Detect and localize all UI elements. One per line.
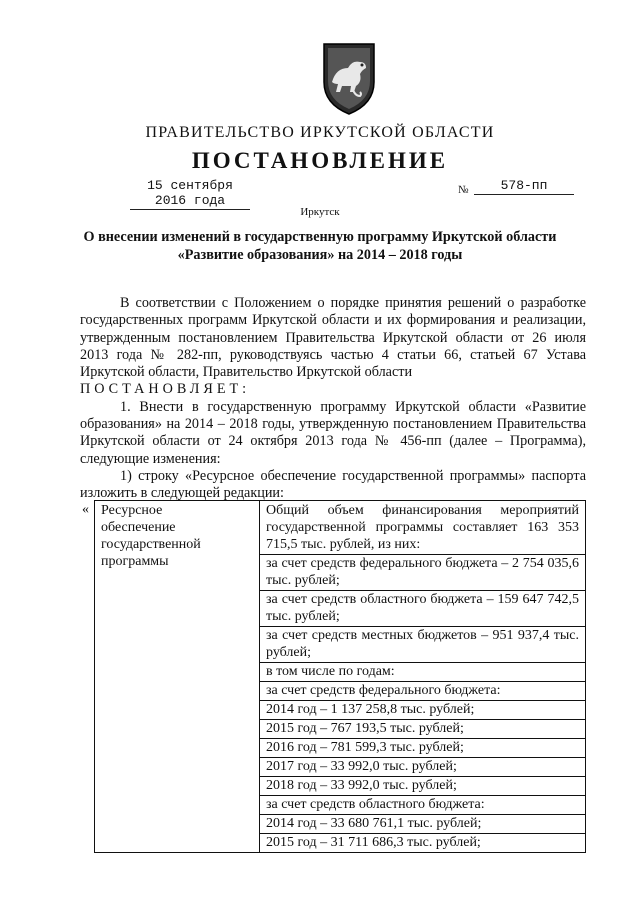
document-date: 15 сентября 2016 года: [130, 178, 250, 210]
funding-row: за счет средств федерального бюджета:: [260, 682, 585, 701]
government-name: ПРАВИТЕЛЬСТВО ИРКУТСКОЙ ОБЛАСТИ: [145, 124, 495, 141]
resolves-heading: ПОСТАНОВЛЯЕТ:: [80, 381, 251, 398]
city-name: Иркутск: [300, 206, 340, 218]
funding-row: 2014 год – 1 137 258,8 тыс. рублей;: [260, 701, 585, 720]
paragraph-preamble: В соответствии с Положением о порядке принятия решений о разработке государственных программ Иркутской области и их формирования и реализации, утвержденным постановлением Правительства Иркутской области от 26 июля 2013 года № 282-пп, руководствуясь частью 4 статьи 66, статьей 67 Устава Иркутской области, Правительство Иркутской области: [80, 295, 586, 381]
passport-table: [94, 500, 586, 853]
funding-row: за счет средств федерального бюджета – 2 754 035,6 тыс. рублей;: [260, 555, 585, 591]
funding-row: Общий объем финансирования мероприятий государственной программы составляет 163 353 715,5 тыс. рублей, из них:: [260, 502, 585, 555]
table-label-cell: [95, 501, 260, 853]
funding-row: за счет средств областного бюджета:: [260, 796, 585, 815]
funding-row: 2017 год – 33 992,0 тыс. рублей;: [260, 758, 585, 777]
funding-row: в том числе по годам:: [260, 663, 585, 682]
title-line-1: О внесении изменений в государственную программу Иркутской области: [83, 229, 557, 245]
paragraph-subitem-1: 1) строку «Ресурсное обеспечение государственной программы» паспорта изложить в следующей редакции:: [80, 467, 586, 502]
document-number: 578-пп: [474, 178, 574, 195]
funding-row: 2018 год – 33 992,0 тыс. рублей;: [260, 777, 585, 796]
open-quote: «: [82, 502, 89, 517]
label-line: государственной: [101, 537, 201, 552]
label-line: Ресурсное: [101, 503, 163, 518]
table-row: [95, 501, 586, 853]
document-title: [80, 228, 560, 264]
funding-row: 2015 год – 31 711 686,3 тыс. рублей;: [266, 835, 481, 850]
document-type: ПОСТАНОВЛЕНИЕ: [191, 148, 449, 173]
coat-of-arms-icon: [318, 38, 380, 116]
number-sign: №: [458, 184, 469, 196]
table-value-cell: [260, 501, 586, 853]
label-line: программы: [101, 554, 169, 569]
document-body: [80, 295, 586, 503]
funding-row: 2014 год – 33 680 761,1 тыс. рублей;: [260, 815, 585, 834]
title-line-2: «Развитие образования» на 2014 – 2018 годы: [177, 247, 463, 263]
funding-row: 2015 год – 767 193,5 тыс. рублей;: [260, 720, 585, 739]
funding-row: 2016 год – 781 599,3 тыс. рублей;: [260, 739, 585, 758]
funding-row: за счет средств местных бюджетов – 951 937,4 тыс. рублей;: [260, 627, 585, 663]
label-line: обеспечение: [101, 520, 176, 535]
paragraph-item-1: 1. Внести в государственную программу Иркутской области «Развитие образования» на 2014 – 2018 годы, утвержденную постановлением Правительства Иркутской области от 24 октября 2013 года № 456-пп (далее – Программа), следующие изменения:: [80, 398, 586, 467]
funding-row: за счет средств областного бюджета – 159 647 742,5 тыс. рублей;: [260, 591, 585, 627]
